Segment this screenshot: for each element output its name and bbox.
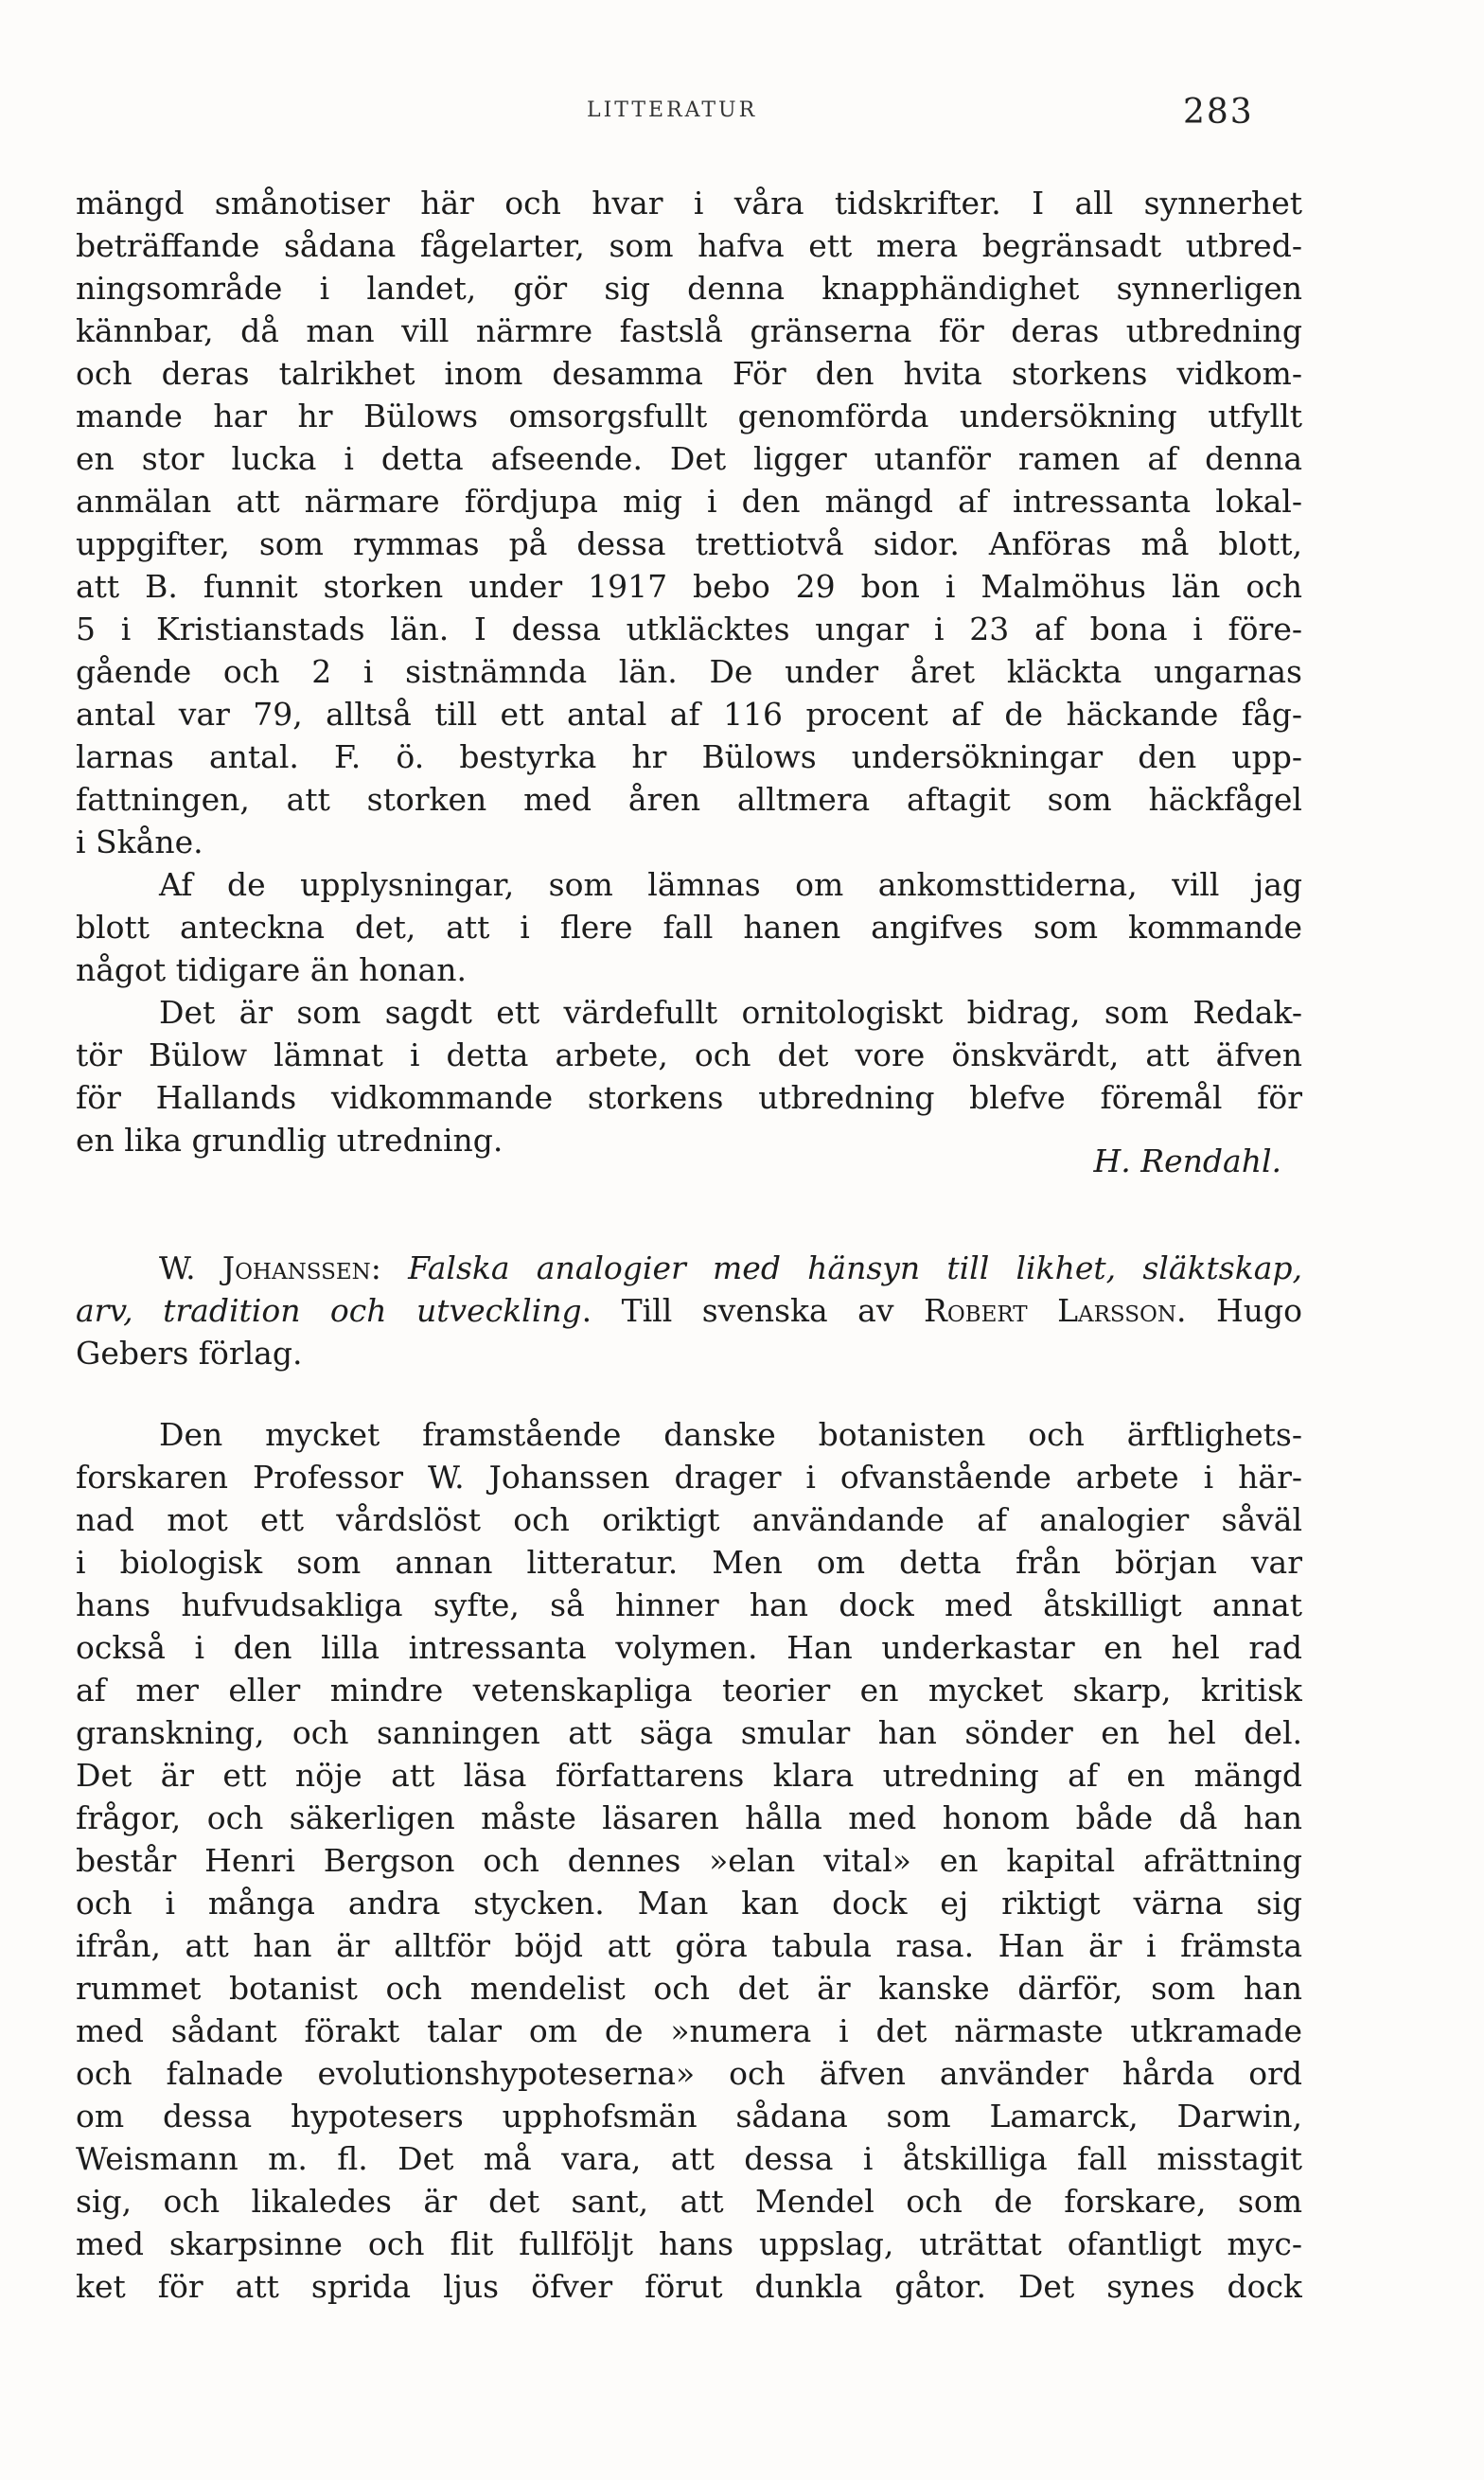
- text-line: uppgifter, som rymmas på dessa trettiotvå sidor. Anföras må blott,: [76, 525, 1302, 562]
- text-line: granskning, och sanningen att säga smular han sönder en hel del.: [76, 1714, 1302, 1751]
- text-line: i biologisk som annan litteratur. Men om detta från början var: [76, 1544, 1302, 1581]
- text-line: forskaren Professor W. Johanssen drager i ofvanstående arbete i här-: [76, 1459, 1302, 1496]
- text-line: med skarpsinne och flit fullföljt hans uppslag, uträttat ofantligt myc-: [76, 2225, 1302, 2262]
- review2-citation: [76, 1247, 1302, 1374]
- text-line: tör Bülow lämnat i detta arbete, och det vore önskvärdt, att äfven: [76, 1036, 1302, 1073]
- text-line: mängd smånotiser här och hvar i våra tidskrifter. I all synnerhet: [76, 185, 1302, 221]
- text-line: frågor, och säkerligen måste läsaren hålla med honom både då han: [76, 1799, 1302, 1836]
- citation-author: W. Johanssen: [159, 1249, 371, 1286]
- citation-line-2: arv, tradition och utveckling. Till svenska av Robert Larsson. Hugo: [76, 1292, 1302, 1329]
- review1-paragraph-3: [76, 991, 1302, 1161]
- text-line: kännbar, då man vill närmre fastslå gränserna för deras utbredning: [76, 312, 1302, 349]
- text-line: blott anteckna det, att i flere fall hanen angifves som kommande: [76, 909, 1302, 946]
- reviewer-signature: H. Rendahl.: [1093, 1143, 1281, 1179]
- running-head: LITTERATUR: [587, 98, 758, 122]
- review2-body: [76, 1413, 1302, 2308]
- text-line: antal var 79, alltså till ett antal af 116 procent af de häckande fåg-: [76, 696, 1302, 733]
- text-line: i Skåne.: [76, 824, 203, 860]
- citation-translator: Robert Larsson: [923, 1292, 1177, 1329]
- text-line: ket för att sprida ljus öfver förut dunkla gåtor. Det synes dock: [76, 2268, 1302, 2305]
- citation-title-part1: Falska analogier med hänsyn till likhet, släktskap,: [408, 1249, 1302, 1286]
- review1-paragraph-2: [76, 863, 1302, 991]
- text-line: för Hallands vidkommande storkens utbredning blefve föremål för: [76, 1079, 1302, 1116]
- text-line: 5 i Kristianstads län. I dessa utkläcktes ungar i 23 af bona i före-: [76, 611, 1302, 647]
- text-line: och falnade evolutionshypoteserna» och äfven använder hårda ord: [76, 2055, 1302, 2092]
- text-line: beträffande sådana fågelarter, som hafva ett mera begränsadt utbred-: [76, 227, 1302, 264]
- page-number: 283: [1183, 93, 1254, 132]
- text-line: med sådant förakt talar om de »numera i det närmaste utkramade: [76, 2012, 1302, 2049]
- text-line: något tidigare än honan.: [76, 951, 467, 988]
- page-header: [76, 93, 1306, 146]
- text-line: larnas antal. F. ö. bestyrka hr Bülows undersökningar den upp-: [76, 738, 1302, 775]
- text-line: och deras talrikhet inom desamma För den hvita storkens vidkom-: [76, 355, 1302, 392]
- text-line: Af de upplysningar, som lämnas om ankomsttiderna, vill jag: [159, 866, 1302, 903]
- text-line: Det är som sagdt ett värdefullt ornitologiskt bidrag, som Redak-: [159, 994, 1302, 1031]
- text-line: nad mot ett vårdslöst och oriktigt användande af analogier såväl: [76, 1501, 1302, 1538]
- text-line: om dessa hypotesers upphofsmän sådana som Lamarck, Darwin,: [76, 2098, 1302, 2135]
- text-line: att B. funnit storken under 1917 bebo 29 bon i Malmöhus län och: [76, 568, 1302, 605]
- text-line: Weismann m. fl. Det må vara, att dessa i åtskilliga fall misstagit: [76, 2140, 1302, 2177]
- text-line: Det är ett nöje att läsa författarens klara utredning af en mängd: [76, 1757, 1302, 1794]
- text-line: består Henri Bergson och dennes »elan vital» en kapital afrättning: [76, 1842, 1302, 1879]
- text-line: en lika grundlig utredning.: [76, 1122, 504, 1159]
- text-line: Den mycket framstående danske botanisten och ärftlighets-: [159, 1416, 1302, 1453]
- text-line: hans hufvudsakliga syfte, så hinner han dock med åtskilligt annat: [76, 1586, 1302, 1623]
- review1-paragraph-1: [76, 182, 1302, 863]
- text-line: ifrån, att han är alltför böjd att göra tabula rasa. Han är i främsta: [76, 1927, 1302, 1964]
- citation-line-1: W. Johanssen: Falska analogier med hänsyn till likhet, släktskap,: [159, 1249, 1302, 1286]
- text-line: fattningen, att storken med åren alltmera aftagit som häckfågel: [76, 781, 1302, 818]
- text-line: sig, och likaledes är det sant, att Mendel och de forskare, som: [76, 2183, 1302, 2220]
- citation-publisher-line1: Hugo: [1215, 1292, 1302, 1329]
- text-line: en stor lucka i detta afseende. Det ligger utanför ramen af denna: [76, 440, 1302, 477]
- text-line: gående och 2 i sistnämnda län. De under året kläckta ungarnas: [76, 653, 1302, 690]
- text-line: af mer eller mindre vetenskapliga teorier en mycket skarp, kritisk: [76, 1672, 1302, 1709]
- text-line: och i många andra stycken. Man kan dock ej riktigt värna sig: [76, 1885, 1302, 1922]
- citation-title-part2: arv, tradition och utveckling: [76, 1292, 582, 1329]
- citation-line-3: Gebers förlag.: [76, 1335, 303, 1372]
- text-line: rummet botanist och mendelist och det är kanske därför, som han: [76, 1970, 1302, 2007]
- citation-translator-prefix: Till svenska av: [621, 1292, 894, 1329]
- text-line: ningsområde i landet, gör sig denna knapphändighet synnerligen: [76, 270, 1302, 307]
- text-line: anmälan att närmare fördjupa mig i den mängd af intressanta lokal-: [76, 483, 1302, 520]
- text-line: mande har hr Bülows omsorgsfullt genomförda undersökning utfyllt: [76, 398, 1302, 434]
- text-line: också i den lilla intressanta volymen. Han underkastar en hel rad: [76, 1629, 1302, 1666]
